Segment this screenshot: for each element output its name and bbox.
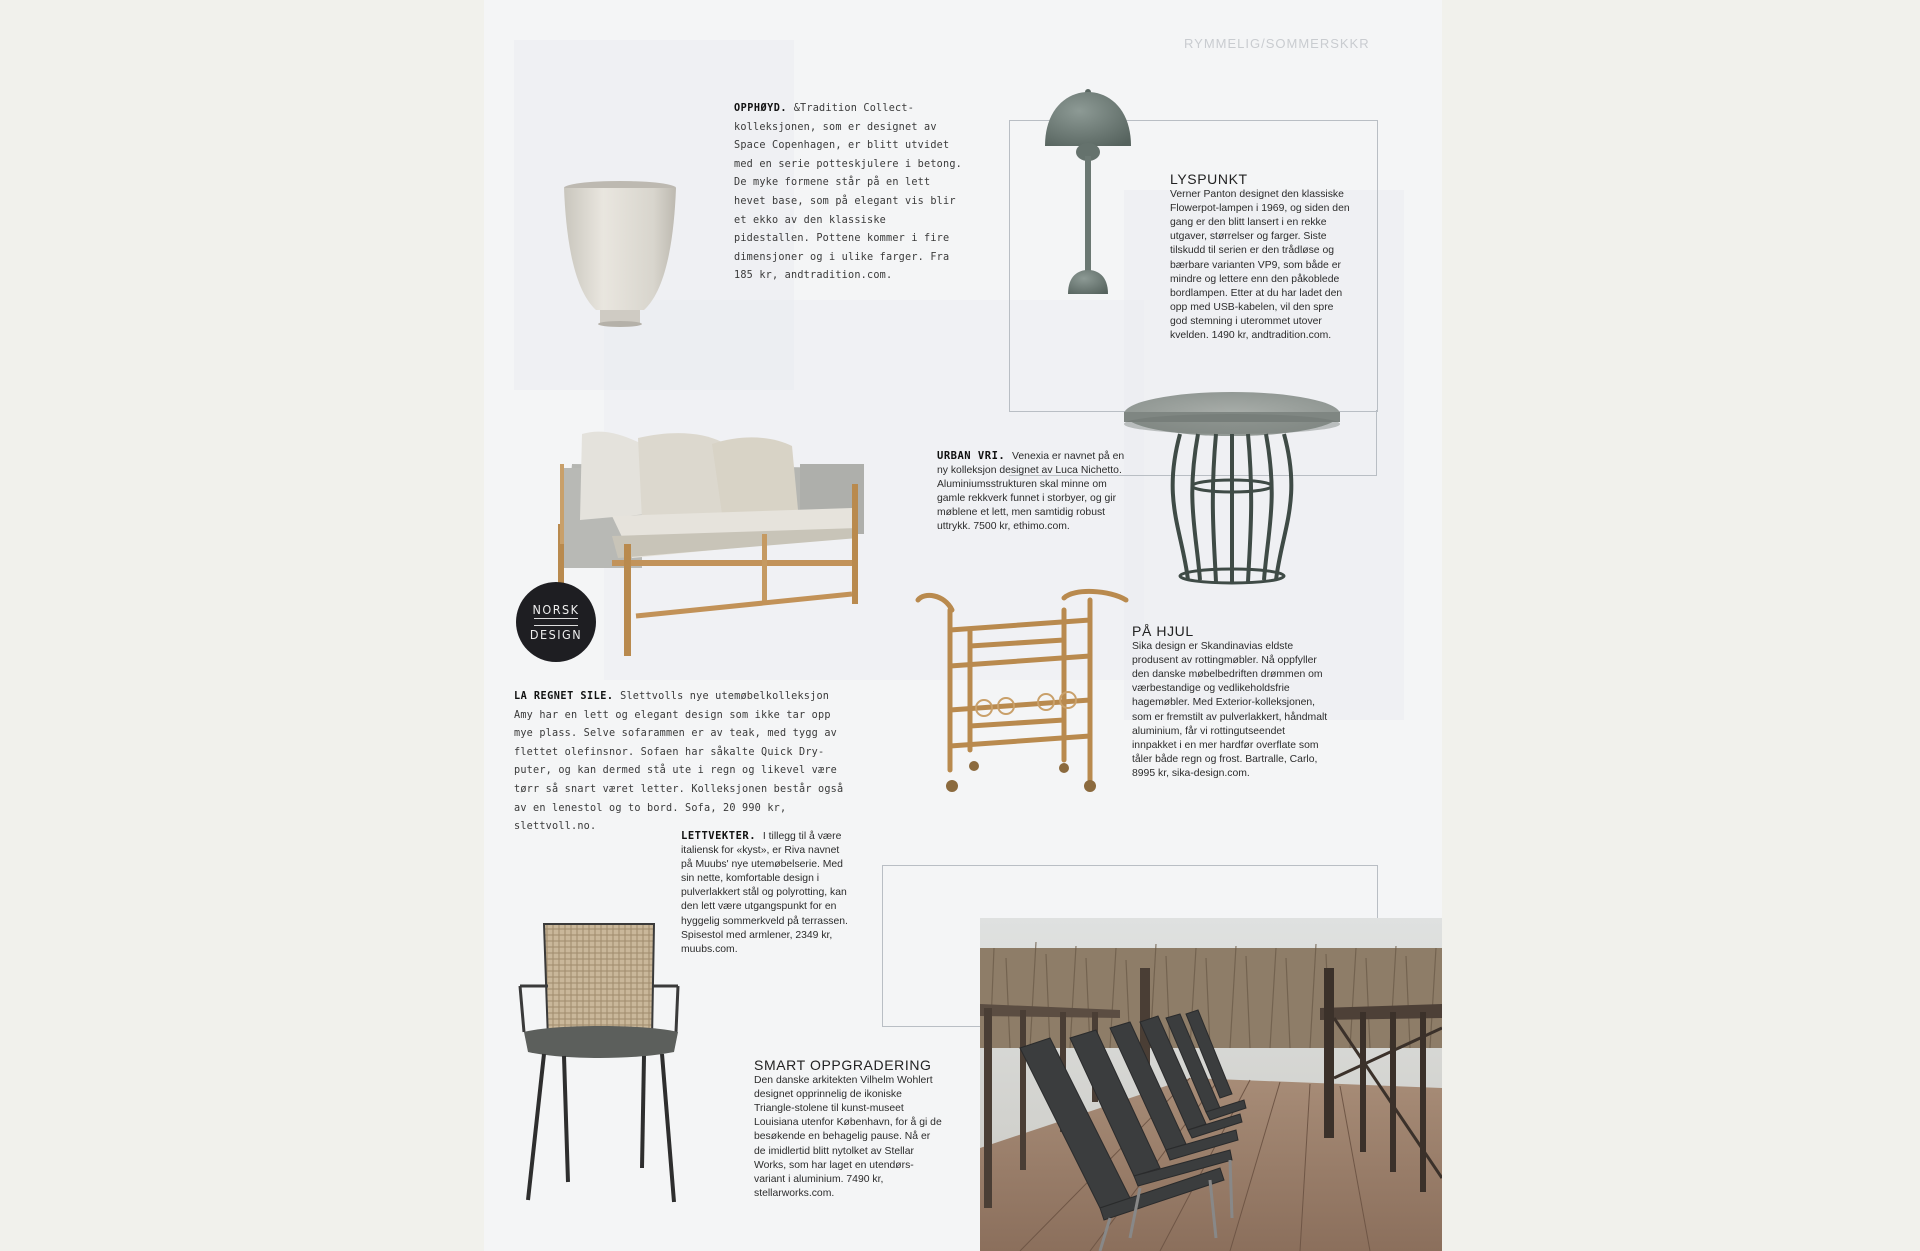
lettvekter-text: I tillegg til å være italiensk for «kyst», er Riva navnet på Muubs' nye utemøbelserie. Med sin nette, komfortable design i pulverlakkert stål og polyrotting, kan den lett være utgangspunkt for en hyggelig sommerkveld på terrassen. Spisestol med armlener, 2349 kr, muubs.com. <box>681 831 848 955</box>
lyspunkt-article <box>1170 172 1352 343</box>
smart-oppgradering-article <box>754 1058 944 1201</box>
pa-hjul-article <box>1132 624 1332 781</box>
norsk-design-badge <box>516 582 596 662</box>
running-head: RYMMELIG/SOMMERSKKR <box>1184 36 1370 51</box>
badge-line1: NORSK <box>532 602 580 617</box>
concrete-pot-image <box>564 180 684 340</box>
pa-hjul-text: Sika design er Skandinavias eldste produsent av rottingmøbler. Nå oppfyller den danske møbelbedriften drømmen om værbestandige og vedlikeholdsfrie hagemøbler. Med Exterior-kolleksjonen, som er fremstilt av pulverlakkert, håndmalt aluminium, får vi rottingutseendet innpakket i en mer hardfør overflate som tåler både regn og frost. Bartralle, Carlo, 8995 kr, sika-design.com. <box>1132 641 1328 779</box>
la-regnet-sile-article <box>514 688 844 837</box>
badge-line2: DESIGN <box>529 627 583 642</box>
lettvekter-article <box>681 829 853 957</box>
venexia-table-image <box>1122 390 1344 586</box>
smart-oppgradering-heading: SMART OPPGRADERING <box>754 1057 932 1073</box>
la-regnet-sile-lead: LA REGNET SILE. <box>514 691 621 702</box>
deck-loungers-photo <box>980 918 1442 1251</box>
smart-oppgradering-text: Den danske arkitekten Vilhelm Wohlert designet opprinnelig de ikoniske Triangle-stolene til kunst-museet Louisiana utenfor København, for å gi de besøkende en behagelig pause. Nå er de imidlertid blitt nytolket av Stellar Works, som har laget en utendørs-variant i aluminium. 7490 kr, stellarworks.com. <box>754 1075 942 1199</box>
flowerpot-lamp-image <box>1040 86 1140 316</box>
rattan-trolley-image <box>914 590 1130 796</box>
la-regnet-sile-text: Slettvolls nye utemøbelkolleksjon Amy har en lett og elegant design som ikke tar opp mye plass. Selve sofarammen er av teak, med tygg av flettet olefinsnor. Sofaen har såkalte Quick Dry-puter, og kan dermed stå ute i regn og likevel være tørr så snart været letter. Kolleksjonen består også av en lenestol og to bord. Sofa, 20 990 kr, slettvoll.no. <box>514 691 844 833</box>
lyspunkt-text: Verner Panton designet den klassiske Flowerpot-lampen i 1969, og siden den gang er den blitt lansert i en rekke utgaver, størrelser og farger. Siste tilskudd til serien er den trådløse og bærbare varianten VP9, som både er mindre og lettere enn den påkoblede bordlampen. Etter at du har ladet den opp med USB-kabelen, vil den spre god stemning i uterommet utover kvelden. 1490 kr, andtradition.com. <box>1170 189 1350 342</box>
badge-stripes <box>534 618 578 626</box>
opphoyd-lead: OPPHØYD. <box>734 103 794 114</box>
urban-vri-lead: URBAN VRI. <box>937 450 1013 462</box>
teak-sofa-image <box>552 424 878 664</box>
riva-chair-image <box>514 920 684 1210</box>
opphoyd-text: &Tradition Collect-kolleksjonen, som er designet av Space Copenhagen, er blitt utvidet med en serie potteskjulere i betong. De myke formene står på en lett hevet base, som på elegant vis blir et ekko av den klassiske pidestallen. Pottene kommer i fire dimensjoner og i ulike farger. Fra 185 kr, andtradition.com. <box>734 103 963 282</box>
urban-vri-text: Venexia er navnet på en ny kolleksjon designet av Luca Nichetto. Aluminiumsstrukturen skal minne om gamle rekkverk funnet i storbyer, og gir møblene et lett, men samtidig robust uttrykk. 7500 kr, ethimo.com. <box>937 451 1125 533</box>
magazine-page <box>484 0 1442 1251</box>
urban-vri-article <box>937 449 1137 535</box>
pa-hjul-heading: PÅ HJUL <box>1132 623 1194 639</box>
lyspunkt-heading: LYSPUNKT <box>1170 171 1248 187</box>
opphoyd-article <box>734 100 966 286</box>
lettvekter-lead: LETTVEKTER. <box>681 830 763 842</box>
